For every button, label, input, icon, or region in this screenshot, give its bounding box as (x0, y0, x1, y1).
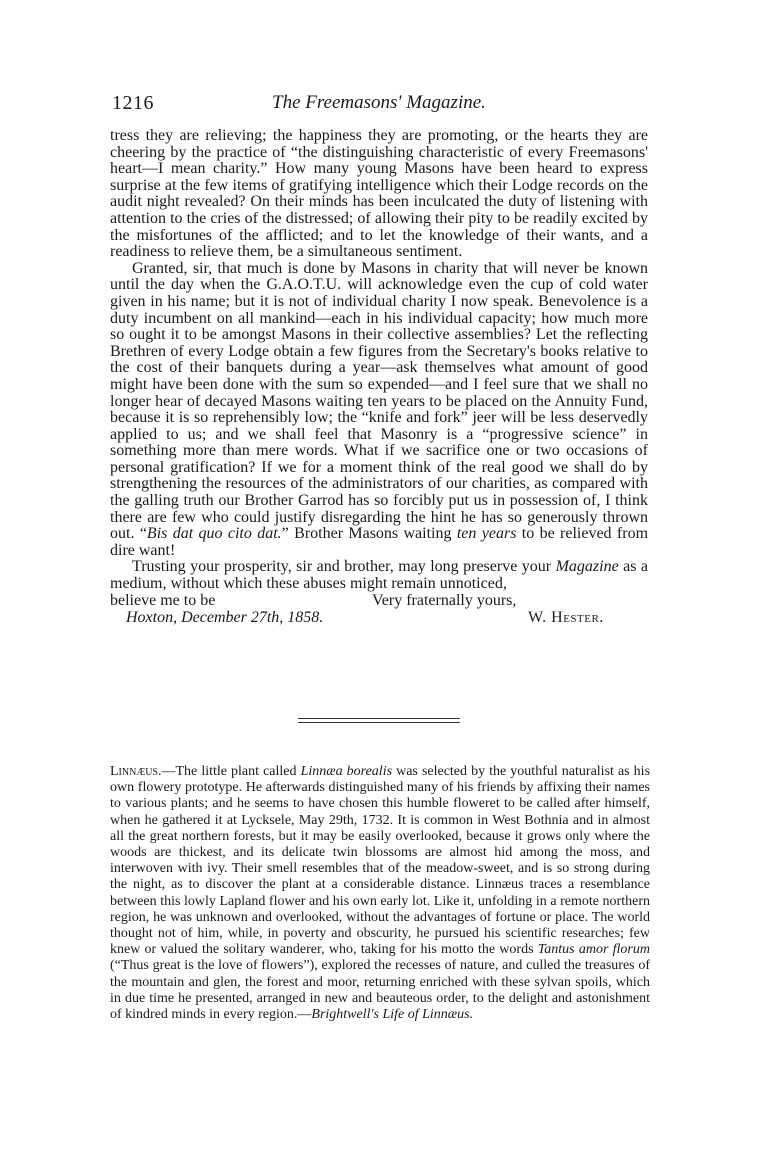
letter-paragraph-2-main: Granted, sir, that much is done by Masons in charity that will never be known until the day when the G.A.O.T.U. will acknowledge even the cup of cold water given in his name; but it is not of individual charity I now speak. Benevolence is a duty incumbent on all mankind—each in his individual capacity; how much more so ought it to be amongst Masons in their collective assemblies? Let the reflecting Brethren of every Lodge obtain a few figures from the Secretary's books relative to the cost of their banquets during a year—ask themselves what amount of good might have been done with the sum so expended—and I feel sure that we shall no longer hear of decayed Masons waiting ten years to be placed on the Annuity Fund, because it is so reprehensibly low; the “knife and fork” jeer will be less deservedly applied to us; and we shall feel that Masonry is a “progressive science” in something more than mere words. What if we sacrifice one or two occasions of personal gratification? If we for a moment think of the real good we shall do by strengthening the resources of the administrators of our charities, as compared with the galling truth our Brother Garrod has so forcibly put us in possession of, I think there are few who could justify disregarding the hint he has so generously thrown out. (110, 259, 648, 543)
note-text-1: was selected by the youthful naturalist as his own flowery prototype. He afterwards distinguished many of his friends by affixing their names to various plants; and he seems to have chosen this humble floweret to be called after himself, when he gathered it at Lycksele, May 29th, 1732. It is common in West Bothnia and in almost all the great northern forests, but it may be easily overlooked, because it grows only where the woods are thickest, and its delicate twin blossoms are almost hid among the moss, and interwoven with ivy. Their smell resembles that of the meadow-sweet, and is so strong during the night, as to discover the plant at a considerable distance. Linnæus traces a resemblance between this lowly Lapland flower and his own early lot. Like it, unfolding in a remote northern region, he was unknown and overlooked, without the advantages of fortune or place. The world thought not of him, while, in poverty and obscurity, he pursued his scientific researches; few knew or valued the solitary wanderer, who, taking for his motto the words (110, 764, 651, 958)
letter-paragraph-2-tail-b: to be relieved from dire want! (110, 525, 649, 559)
place-date: Hoxton, December 27th, 1858. (126, 608, 324, 626)
closing-yours: Very fraternally yours, (372, 591, 517, 609)
letter-paragraph-1: tress they are relieving; the happiness they are promoting, or the hearts they are cheering by the practice of “the distinguishing characteristic of every Freemasons' heart—I mean charity.” How many young Masons have been heard to express surprise at the few items of gratifying intelligence which their Lodge records on the audit night revealed? On their minds has been inculcated the duty of listening with attention to the cries of the distressed; of allowing their pity to be readily excited by the misfortunes of the afflicted; and to let the knowledge of their wants, and a readiness to relieve them, be a simultaneous sentiment. (110, 127, 648, 261)
running-title: The Freemasons' Magazine. (272, 92, 486, 113)
note-dash: —The little plant called (161, 764, 297, 779)
note-text-2: (“Thus great is the love of flowers”), explored the recesses of nature, and culled the treasures of the mountain and glen, the forest and moor, returning enriched with these sylvan spoils, which in due time he presented, arranged in new and beauteous order, to the delight and astonishment of kindred minds in every region.— (110, 958, 650, 1023)
letter-paragraph-3 (110, 559, 648, 592)
closing-line: believe me to be (110, 591, 216, 609)
note-lead: Linnæus. (110, 764, 162, 779)
letter-paragraph-3-b: as a medium, without which these abuses might remain unnoticed, (110, 558, 649, 593)
divider-rule-top (298, 718, 460, 719)
quote-open: “ (139, 525, 147, 543)
letter-paragraph-2 (110, 261, 648, 560)
page-number: 1216 (112, 92, 154, 114)
magazine-word: Magazine (555, 558, 619, 576)
page-header (112, 90, 648, 118)
latin-quote: Bis dat quo cito dat. (146, 525, 282, 543)
motto: Tantus amor florum (537, 942, 650, 958)
letter-paragraph-3-a: Trusting your prosperity, sir and brother, may long preserve your (132, 558, 552, 576)
signature: W. Hester. (528, 608, 604, 626)
letter-paragraph-2-tail-a: Brother Masons waiting (294, 525, 452, 543)
divider-rule-bottom (298, 722, 460, 723)
plant-name: Linnæa borealis (300, 764, 393, 779)
note-source: Brightwell's Life of Linnæus. (311, 1007, 474, 1023)
quote-close: ” (281, 525, 289, 543)
letter-closing (110, 593, 648, 627)
letter-body (110, 128, 648, 627)
linnaeus-note (110, 764, 650, 1023)
emphasis-ten-years: ten years (456, 525, 517, 543)
